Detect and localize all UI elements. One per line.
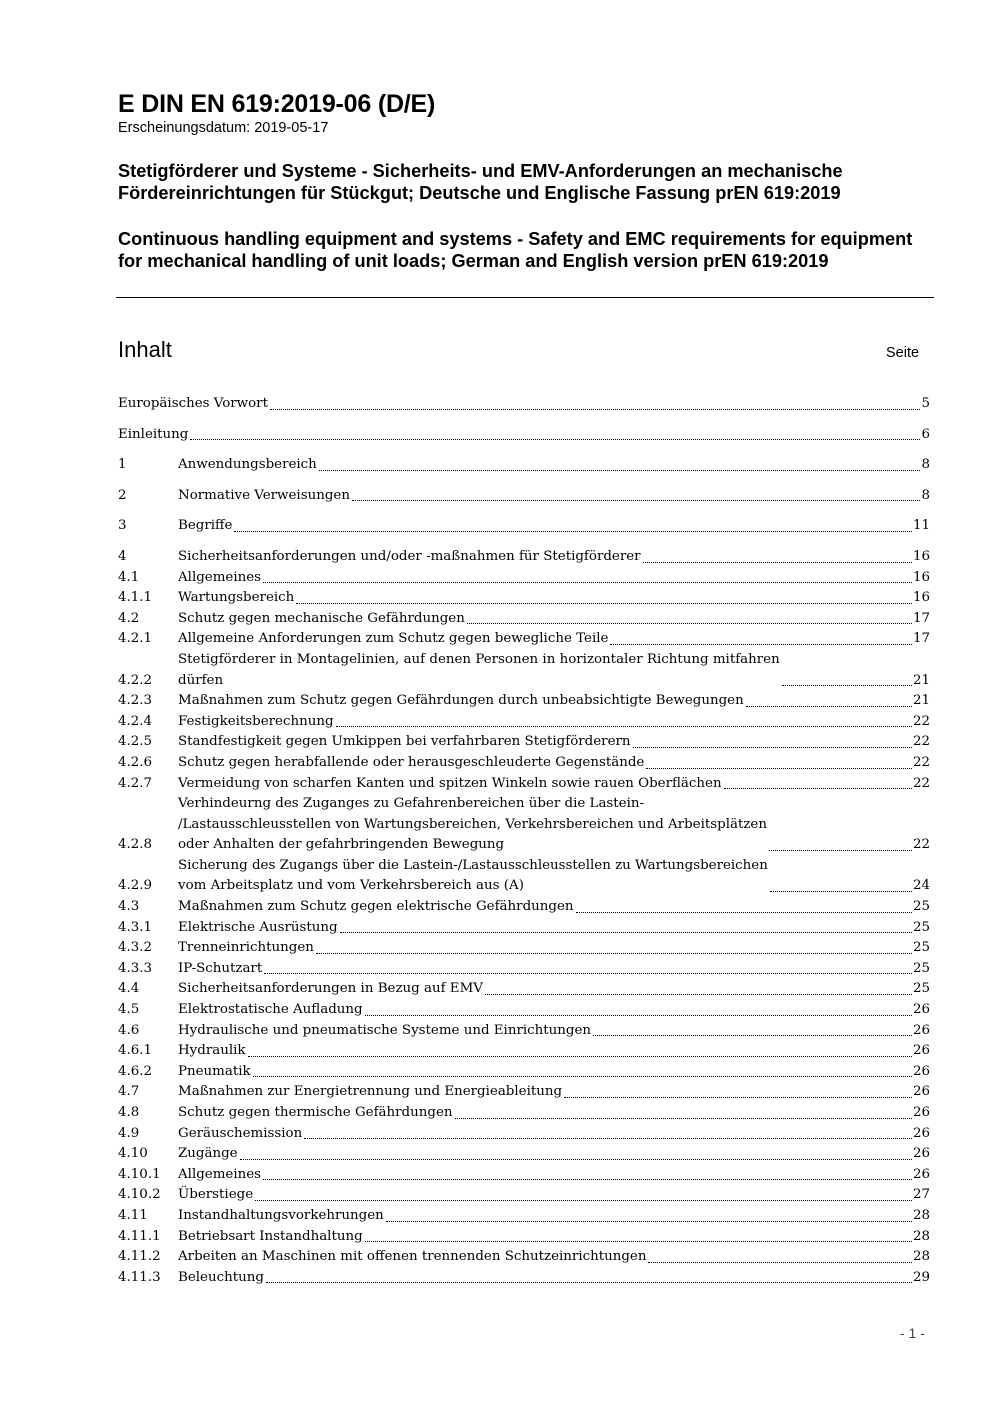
toc-entry-number: 4.2.9 xyxy=(118,878,153,894)
toc-entry-page: 26 xyxy=(912,1125,930,1141)
toc-entry-page: 26 xyxy=(912,1166,930,1182)
toc-entry-title: Standfestigkeit gegen Umkippen bei verfahrbaren Stetigförderern xyxy=(178,734,631,750)
toc-entry[interactable] xyxy=(118,1185,930,1206)
toc-leader-dots xyxy=(746,706,912,707)
toc-leader-dots xyxy=(593,1035,912,1036)
toc-entry-title: Allgemeine Anforderungen zum Schutz gegen bewegliche Teile xyxy=(178,631,609,647)
toc-entry-title: Beleuchtung xyxy=(178,1269,264,1285)
toc-entry-title: Maßnahmen zum Schutz gegen Gefährdungen durch unbeabsichtigte Bewegungen xyxy=(178,693,744,709)
table-of-contents xyxy=(118,394,930,1288)
toc-entry-title: Wartungsbereich xyxy=(178,590,295,606)
toc-entry-number: 4.7 xyxy=(118,1084,140,1100)
toc-leader-dots xyxy=(352,500,921,501)
toc-entry-number: 4 xyxy=(118,548,127,564)
toc-entry-page: 25 xyxy=(912,919,930,935)
toc-entry-page: 25 xyxy=(912,981,930,997)
toc-entry-page: 22 xyxy=(912,713,930,729)
toc-entry-number: 4.11.1 xyxy=(118,1228,161,1244)
toc-entry-number: 4.1.1 xyxy=(118,590,153,606)
toc-entry-page: 21 xyxy=(912,693,930,709)
toc-entry-title: Arbeiten an Maschinen mit offenen trennenden Schutzeinrichtungen xyxy=(178,1249,647,1265)
toc-leader-dots xyxy=(266,1282,912,1283)
toc-leader-dots xyxy=(190,439,920,440)
toc-entry-number: 4.6.1 xyxy=(118,1043,153,1059)
toc-leader-dots xyxy=(610,644,912,645)
toc-entry-number: 4.10 xyxy=(118,1146,148,1162)
toc-entry-title: Elektrische Ausrüstung xyxy=(178,919,338,935)
toc-entry[interactable] xyxy=(118,1082,930,1103)
toc-leader-dots xyxy=(253,1076,912,1077)
toc-leader-dots xyxy=(264,973,912,974)
toc-entry-page: 22 xyxy=(912,754,930,770)
toc-entry-number: 4.2 xyxy=(118,610,140,626)
toc-entry[interactable] xyxy=(118,1124,930,1145)
toc-entry[interactable] xyxy=(118,897,930,918)
toc-entry-title: Europäisches Vorwort xyxy=(118,396,268,411)
toc-entry-number: 4.11 xyxy=(118,1207,148,1223)
toc-entry[interactable] xyxy=(118,1103,930,1124)
toc-entry[interactable] xyxy=(118,629,930,650)
toc-entry-title: Schutz gegen mechanische Gefährdungen xyxy=(178,610,465,626)
toc-entry-title: Schutz gegen thermische Gefährdungen xyxy=(178,1105,453,1120)
toc-entry-title: Vermeidung von scharfen Kanten und spitzen Winkeln sowie rauen Oberflächen xyxy=(178,775,722,791)
toc-page-label: Seite xyxy=(886,345,920,361)
toc-entry-page: 6 xyxy=(921,426,930,442)
toc-entry-page: 21 xyxy=(912,672,930,688)
toc-entry-title: Hydraulik xyxy=(178,1043,246,1059)
toc-entry-title: Geräuschemission xyxy=(178,1125,303,1141)
toc-entry[interactable] xyxy=(118,516,930,537)
toc-entry[interactable] xyxy=(118,650,930,691)
toc-entry-page: 16 xyxy=(912,569,930,585)
toc-entry[interactable] xyxy=(118,856,930,897)
toc-entry-number: 4.4 xyxy=(118,981,140,997)
toc-entry-page: 5 xyxy=(921,396,930,411)
toc-leader-dots xyxy=(467,623,912,624)
toc-leader-dots xyxy=(304,1138,912,1139)
toc-entry-title: Sicherung des Zugangs über die Lastein-/Lastausschleusstellen zu Wartungsbereichen vom Arbeitsplatz und vom Verkehrsbereich aus (A) xyxy=(178,857,768,894)
toc-entry-title: Sicherheitsanforderungen und/oder -maßnahmen für Stetigförderer xyxy=(178,548,641,564)
toc-entry-title: Elektrostatische Aufladung xyxy=(178,1002,363,1018)
toc-entry[interactable] xyxy=(118,1041,930,1062)
toc-entry-title: Trenneinrichtungen xyxy=(178,940,314,956)
toc-entry-page: 11 xyxy=(912,518,930,534)
toc-entry-number: 4.2.1 xyxy=(118,631,153,647)
toc-leader-dots xyxy=(319,470,921,471)
title-english: Continuous handling equipment and systems - Safety and EMC requirements for equipment for mechanical handling of unit loads; German and English version prEN 619:2019 xyxy=(118,229,913,271)
toc-entry-title: Maßnahmen zum Schutz gegen elektrische Gefährdungen xyxy=(178,899,574,915)
toc-entry-title: Betriebsart Instandhaltung xyxy=(178,1228,363,1244)
toc-entry[interactable] xyxy=(118,486,930,507)
toc-entry-page: 26 xyxy=(912,1063,930,1079)
toc-leader-dots xyxy=(564,1097,912,1098)
toc-entry-page: 26 xyxy=(912,1022,930,1038)
toc-leader-dots xyxy=(648,1262,911,1263)
toc-entry-title: IP-Schutzart xyxy=(178,960,263,976)
toc-entry[interactable] xyxy=(118,938,930,959)
toc-entry-number: 1 xyxy=(118,457,127,473)
toc-entry-title: Zugänge xyxy=(178,1146,238,1162)
toc-entry[interactable] xyxy=(118,1000,930,1021)
toc-entry-title: Überstiege xyxy=(178,1187,254,1203)
toc-entry[interactable] xyxy=(118,1062,930,1083)
document-id: E DIN EN 619:2019-06 (D/E) xyxy=(118,90,436,118)
toc-entry-page: 26 xyxy=(912,1002,930,1018)
toc-entry-page: 28 xyxy=(912,1228,930,1244)
toc-entry[interactable] xyxy=(118,753,930,774)
toc-leader-dots xyxy=(336,726,912,727)
toc-leader-dots xyxy=(270,409,921,410)
toc-entry[interactable] xyxy=(118,979,930,1000)
toc-entry[interactable] xyxy=(118,918,930,939)
toc-leader-dots xyxy=(724,788,912,789)
toc-entry[interactable] xyxy=(118,1021,930,1042)
toc-entry[interactable] xyxy=(118,1206,930,1227)
toc-entry-page: 22 xyxy=(912,775,930,791)
toc-entry-number: 4.3.3 xyxy=(118,960,153,976)
toc-entry-number: 4.10.2 xyxy=(118,1187,161,1203)
toc-entry-page: 26 xyxy=(912,1043,930,1059)
toc-leader-dots xyxy=(576,912,912,913)
toc-entry-page: 25 xyxy=(912,940,930,956)
title-divider xyxy=(116,297,934,298)
title-german: Stetigförderer und Systeme - Sicherheits- und EMV-Anforderungen an mechanische Fördereinrichtungen für Stückgut; Deutsche und Englische Fassung prEN 619:2019 xyxy=(118,161,843,203)
toc-entry-title: Verhindeurng des Zuganges zu Gefahrenbereichen über die Lastein- /Lastausschleusstellen von Wartungsbereichen, Verkehrsbereichen und Arbeitsplätzen oder Anhalten der gefahrbringenden Bewegung xyxy=(178,796,767,853)
toc-entry-page: 26 xyxy=(912,1084,930,1100)
toc-entry[interactable] xyxy=(118,425,930,446)
toc-entry-page: 25 xyxy=(912,960,930,976)
toc-entry[interactable] xyxy=(118,609,930,630)
toc-entry-title: Sicherheitsanforderungen in Bezug auf EMV xyxy=(178,981,483,997)
toc-entry[interactable] xyxy=(118,794,930,856)
toc-entry[interactable] xyxy=(118,1268,930,1289)
toc-entry-number: 4.8 xyxy=(118,1105,140,1120)
toc-leader-dots xyxy=(296,603,912,604)
toc-entry-page: 26 xyxy=(912,1146,930,1162)
toc-entry[interactable] xyxy=(118,691,930,712)
toc-entry-number: 4.2.4 xyxy=(118,713,153,729)
toc-entry-page: 17 xyxy=(912,631,930,647)
toc-leader-dots xyxy=(769,850,912,851)
toc-entry-title: Maßnahmen zur Energietrennung und Energieableitung xyxy=(178,1084,563,1100)
toc-entry-number: 4.11.2 xyxy=(118,1249,161,1265)
toc-leader-dots xyxy=(386,1221,912,1222)
toc-leader-dots xyxy=(455,1118,912,1119)
toc-entry-page: 16 xyxy=(912,590,930,606)
toc-entry-number: 4.9 xyxy=(118,1125,140,1141)
toc-entry[interactable] xyxy=(118,547,930,568)
toc-heading: Inhalt xyxy=(118,337,172,362)
toc-entry[interactable] xyxy=(118,455,930,476)
toc-leader-dots xyxy=(340,932,912,933)
publication-date: Erscheinungsdatum: 2019-05-17 xyxy=(118,120,329,136)
toc-entry-number: 3 xyxy=(118,518,127,534)
toc-entry[interactable] xyxy=(118,712,930,733)
toc-entry-title: Begriffe xyxy=(178,518,233,534)
toc-leader-dots xyxy=(316,953,912,954)
toc-entry-number: 4.6 xyxy=(118,1022,140,1038)
toc-entry-title: Allgemeines xyxy=(178,1166,262,1182)
toc-leader-dots xyxy=(770,891,912,892)
toc-entry-title: Festigkeitsberechnung xyxy=(178,713,334,729)
toc-entry-page: 29 xyxy=(912,1269,930,1285)
toc-entry-page: 24 xyxy=(912,878,930,894)
toc-leader-dots xyxy=(255,1200,912,1201)
toc-entry-number: 4.5 xyxy=(118,1002,140,1018)
toc-leader-dots xyxy=(633,747,912,748)
toc-entry-number: 4.2.8 xyxy=(118,837,153,853)
toc-entry-title: Stetigförderer in Montagelinien, auf denen Personen in horizontaler Richtung mitfahren dürfen xyxy=(178,651,780,688)
toc-entry-number: 4.11.3 xyxy=(118,1269,161,1285)
toc-entry-page: 27 xyxy=(912,1187,930,1203)
toc-entry-page: 22 xyxy=(912,837,930,853)
toc-entry-title: Allgemeines xyxy=(178,569,262,585)
toc-entry[interactable] xyxy=(118,732,930,753)
toc-leader-dots xyxy=(240,1159,912,1160)
toc-leader-dots xyxy=(782,685,912,686)
toc-entry[interactable] xyxy=(118,1165,930,1186)
toc-entry-page: 26 xyxy=(912,1105,930,1120)
toc-entry-title: Anwendungsbereich xyxy=(178,457,317,473)
toc-entry-title: Normative Verweisungen xyxy=(178,487,350,503)
toc-entry[interactable] xyxy=(118,588,930,609)
toc-leader-dots xyxy=(365,1015,912,1016)
toc-entry-number: 4.3 xyxy=(118,899,140,915)
toc-entry-page: 17 xyxy=(912,610,930,626)
toc-entry-number: 4.3.2 xyxy=(118,940,153,956)
toc-entry-page: 8 xyxy=(921,457,930,473)
toc-leader-dots xyxy=(248,1056,912,1057)
toc-leader-dots xyxy=(485,994,912,995)
toc-entry-page: 25 xyxy=(912,899,930,915)
toc-entry[interactable] xyxy=(118,568,930,589)
toc-entry[interactable] xyxy=(118,394,930,415)
toc-entry-number: 4.2.5 xyxy=(118,734,153,750)
toc-entry-page: 16 xyxy=(912,548,930,564)
toc-entry[interactable] xyxy=(118,774,930,795)
toc-leader-dots xyxy=(643,562,912,563)
page-number: - 1 - xyxy=(900,1325,925,1341)
toc-entry-number: 4.2.7 xyxy=(118,775,153,791)
toc-entry-page: 28 xyxy=(912,1249,930,1265)
toc-leader-dots xyxy=(263,1179,912,1180)
toc-leader-dots xyxy=(263,582,912,583)
toc-entry-number: 4.1 xyxy=(118,569,140,585)
toc-entry-title: Einleitung xyxy=(118,426,189,442)
toc-entry-title: Pneumatik xyxy=(178,1063,251,1079)
toc-entry-page: 28 xyxy=(912,1207,930,1223)
toc-entry-title: Instandhaltungsvorkehrungen xyxy=(178,1207,384,1223)
toc-entry-number: 4.2.3 xyxy=(118,693,153,709)
toc-entry-number: 4.2.2 xyxy=(118,672,153,688)
toc-entry-number: 4.10.1 xyxy=(118,1166,161,1182)
toc-entry[interactable] xyxy=(118,959,930,980)
toc-entry-title: Hydraulische und pneumatische Systeme und Einrichtungen xyxy=(178,1022,592,1038)
toc-leader-dots xyxy=(365,1241,912,1242)
toc-entry-title: Schutz gegen herabfallende oder herausgeschleuderte Gegenstände xyxy=(178,754,645,770)
toc-entry-number: 4.6.2 xyxy=(118,1063,153,1079)
toc-entry-number: 4.3.1 xyxy=(118,919,153,935)
toc-entry-number: 2 xyxy=(118,487,127,503)
toc-entry[interactable] xyxy=(118,1144,930,1165)
toc-entry[interactable] xyxy=(118,1227,930,1248)
toc-entry[interactable] xyxy=(118,1247,930,1268)
toc-leader-dots xyxy=(646,768,912,769)
toc-leader-dots xyxy=(234,531,911,532)
toc-entry-page: 8 xyxy=(921,487,930,503)
toc-entry-page: 22 xyxy=(912,734,930,750)
toc-entry-number: 4.2.6 xyxy=(118,754,153,770)
